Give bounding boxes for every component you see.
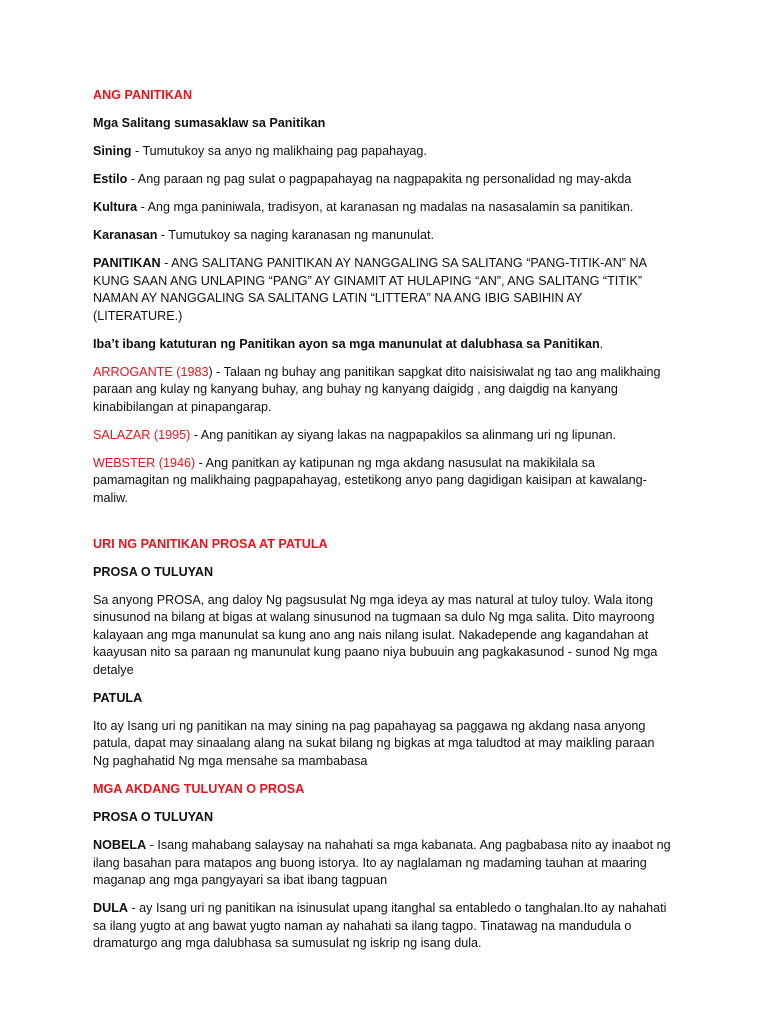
item-dula [93, 900, 673, 953]
term-label: Karanasan [93, 227, 158, 242]
definitions-heading [93, 336, 673, 354]
author-name-end: ) [208, 364, 213, 379]
author-webster [93, 455, 673, 508]
term-karanasan [93, 227, 673, 245]
term-definition: - Isang mahabang salaysay na nahahati sa mga kabanata. Ang pagbabasa nito ay inaabot ng ilang basahan para matapos ang buong istorya. Ito ay naglalaman ng madaming tauhan at maaring maganap ang mga pangyayari sa ibat ibang tagpuan [93, 838, 671, 888]
patula-heading: PATULA [93, 690, 143, 705]
term-label: PANITIKAN [93, 255, 161, 270]
prosa-tuluyan-heading: PROSA O TULUYAN [93, 810, 214, 825]
term-kultura [93, 199, 673, 217]
section-heading-uri-ng-panitikan: URI NG PANITIKAN PROSA AT PATULA [93, 536, 328, 551]
term-definition: - Tumutukoy sa naging karanasan ng manunulat. [157, 227, 434, 242]
author-text: - Ang panitikan ay siyang lakas na nagpapakilos sa alinmang uri ng lipunan. [190, 427, 616, 442]
definitions-heading-period: . [599, 336, 604, 351]
item-nobela [93, 837, 673, 890]
term-label: Estilo [93, 171, 128, 186]
author-text: - Talaan ng buhay ang panitikan sapgkat dito naisisiwalat ng tao ang malikhaing paraan ang kulay ng kanyang buhay, ang buhay ng kanyang daigidg , ang daigdig na kanyang kinabibilangan at pinapangarap. [93, 364, 661, 414]
term-estilo [93, 171, 673, 189]
term-label: NOBELA [93, 838, 147, 853]
author-arrogante [93, 364, 673, 417]
term-panitikan [93, 255, 673, 325]
term-label: DULA [93, 901, 128, 916]
section-spacer [93, 518, 673, 536]
subheading-salitang-sumasaklaw: Mga Salitang sumasaklaw sa Panitikan [93, 115, 326, 130]
term-label: Kultura [93, 199, 138, 214]
section-heading-mga-akdang-tuluyan: MGA AKDANG TULUYAN O PROSA [93, 782, 305, 797]
author-text: - Ang panitkan ay katipunan ng mga akdang nasusulat na makikilala sa pamamagitan ng malikhaing pagpapahayag, estetikong anyo pang dagidigan kaisipan at kawalang-maliw. [93, 455, 647, 505]
term-definition: - ay Isang uri ng panitikan na isinusulat upang itanghal sa entabledo o tanghalan.Ito ay nahahati sa ilang yugto at ang bawat yugto naman ay nahahati sa ilang tagpo. Tinatawag na mandudula o dramaturgo ang mga dalubhasa sa sumusulat ng iskrip ng isang dula. [93, 901, 667, 951]
term-definition: - ANG SALITANG PANITIKAN AY NANGGALING SA SALITANG “PANG-TITIK-AN” NA KUNG SAAN ANG UNLAPING “PANG” AY GINAMIT AT HULAPING “AN”, ANG SALITANG “TITIK” NAMAN AY NANGGALING SA SALITANG LATIN “LITTERA” NA ANG IBIG SABIHIN AY (LITERATURE.) [93, 255, 647, 323]
term-label: Sining [93, 143, 132, 158]
author-salazar [93, 427, 673, 445]
term-sining [93, 143, 673, 161]
patula-paragraph: Ito ay Isang uri ng panitikan na may sining na pag papahayag sa paggawa ng akdang nasa anyong patula, dapat may sinaalang alang na sukat bilang ng bigkas at mga taludtod at may maikling paraan Ng paghahatid Ng mga mensahe sa mambabasa [93, 718, 655, 769]
author-name: SALAZAR (1995) [93, 427, 191, 442]
term-definition: - Ang paraan ng pag sulat o pagpapahayag na nagpapakita ng personalidad ng may-akda [127, 171, 632, 186]
definitions-heading-text: Iba’t ibang katuturan ng Panitikan ayon sa mga manunulat at dalubhasa sa Panitikan [93, 336, 600, 351]
section-heading-ang-panitikan: ANG PANITIKAN [93, 88, 193, 102]
author-name: ARROGANTE (1983 [93, 364, 209, 379]
author-name: WEBSTER (1946) [93, 455, 196, 470]
term-definition: - Tumutukoy sa anyo ng malikhaing pag papahayag. [131, 143, 427, 158]
prosa-heading: PROSA O TULUYAN [93, 564, 214, 579]
document-page [93, 87, 673, 963]
term-definition: - Ang mga paniniwala, tradisyon, at karanasan ng madalas na nasasalamin sa panitikan. [137, 199, 634, 214]
prosa-paragraph: Sa anyong PROSA, ang daloy Ng pagsusulat Ng mga ideya ay mas natural at tuloy tuloy. Wala itong sinusunod na bilang at bigas at walang sinusunod na tugmaan sa dulo Ng mga salita. Dito mayroong kalayaan ang mga manunulat sa kung ano ang nais nilang isulat. Nakadepende ang kagandahan at kaayusan nito sa paraan ng manunulat kung paano niya bubuuin ang pagkakasunod - sunod Ng mga detalye [93, 592, 658, 677]
